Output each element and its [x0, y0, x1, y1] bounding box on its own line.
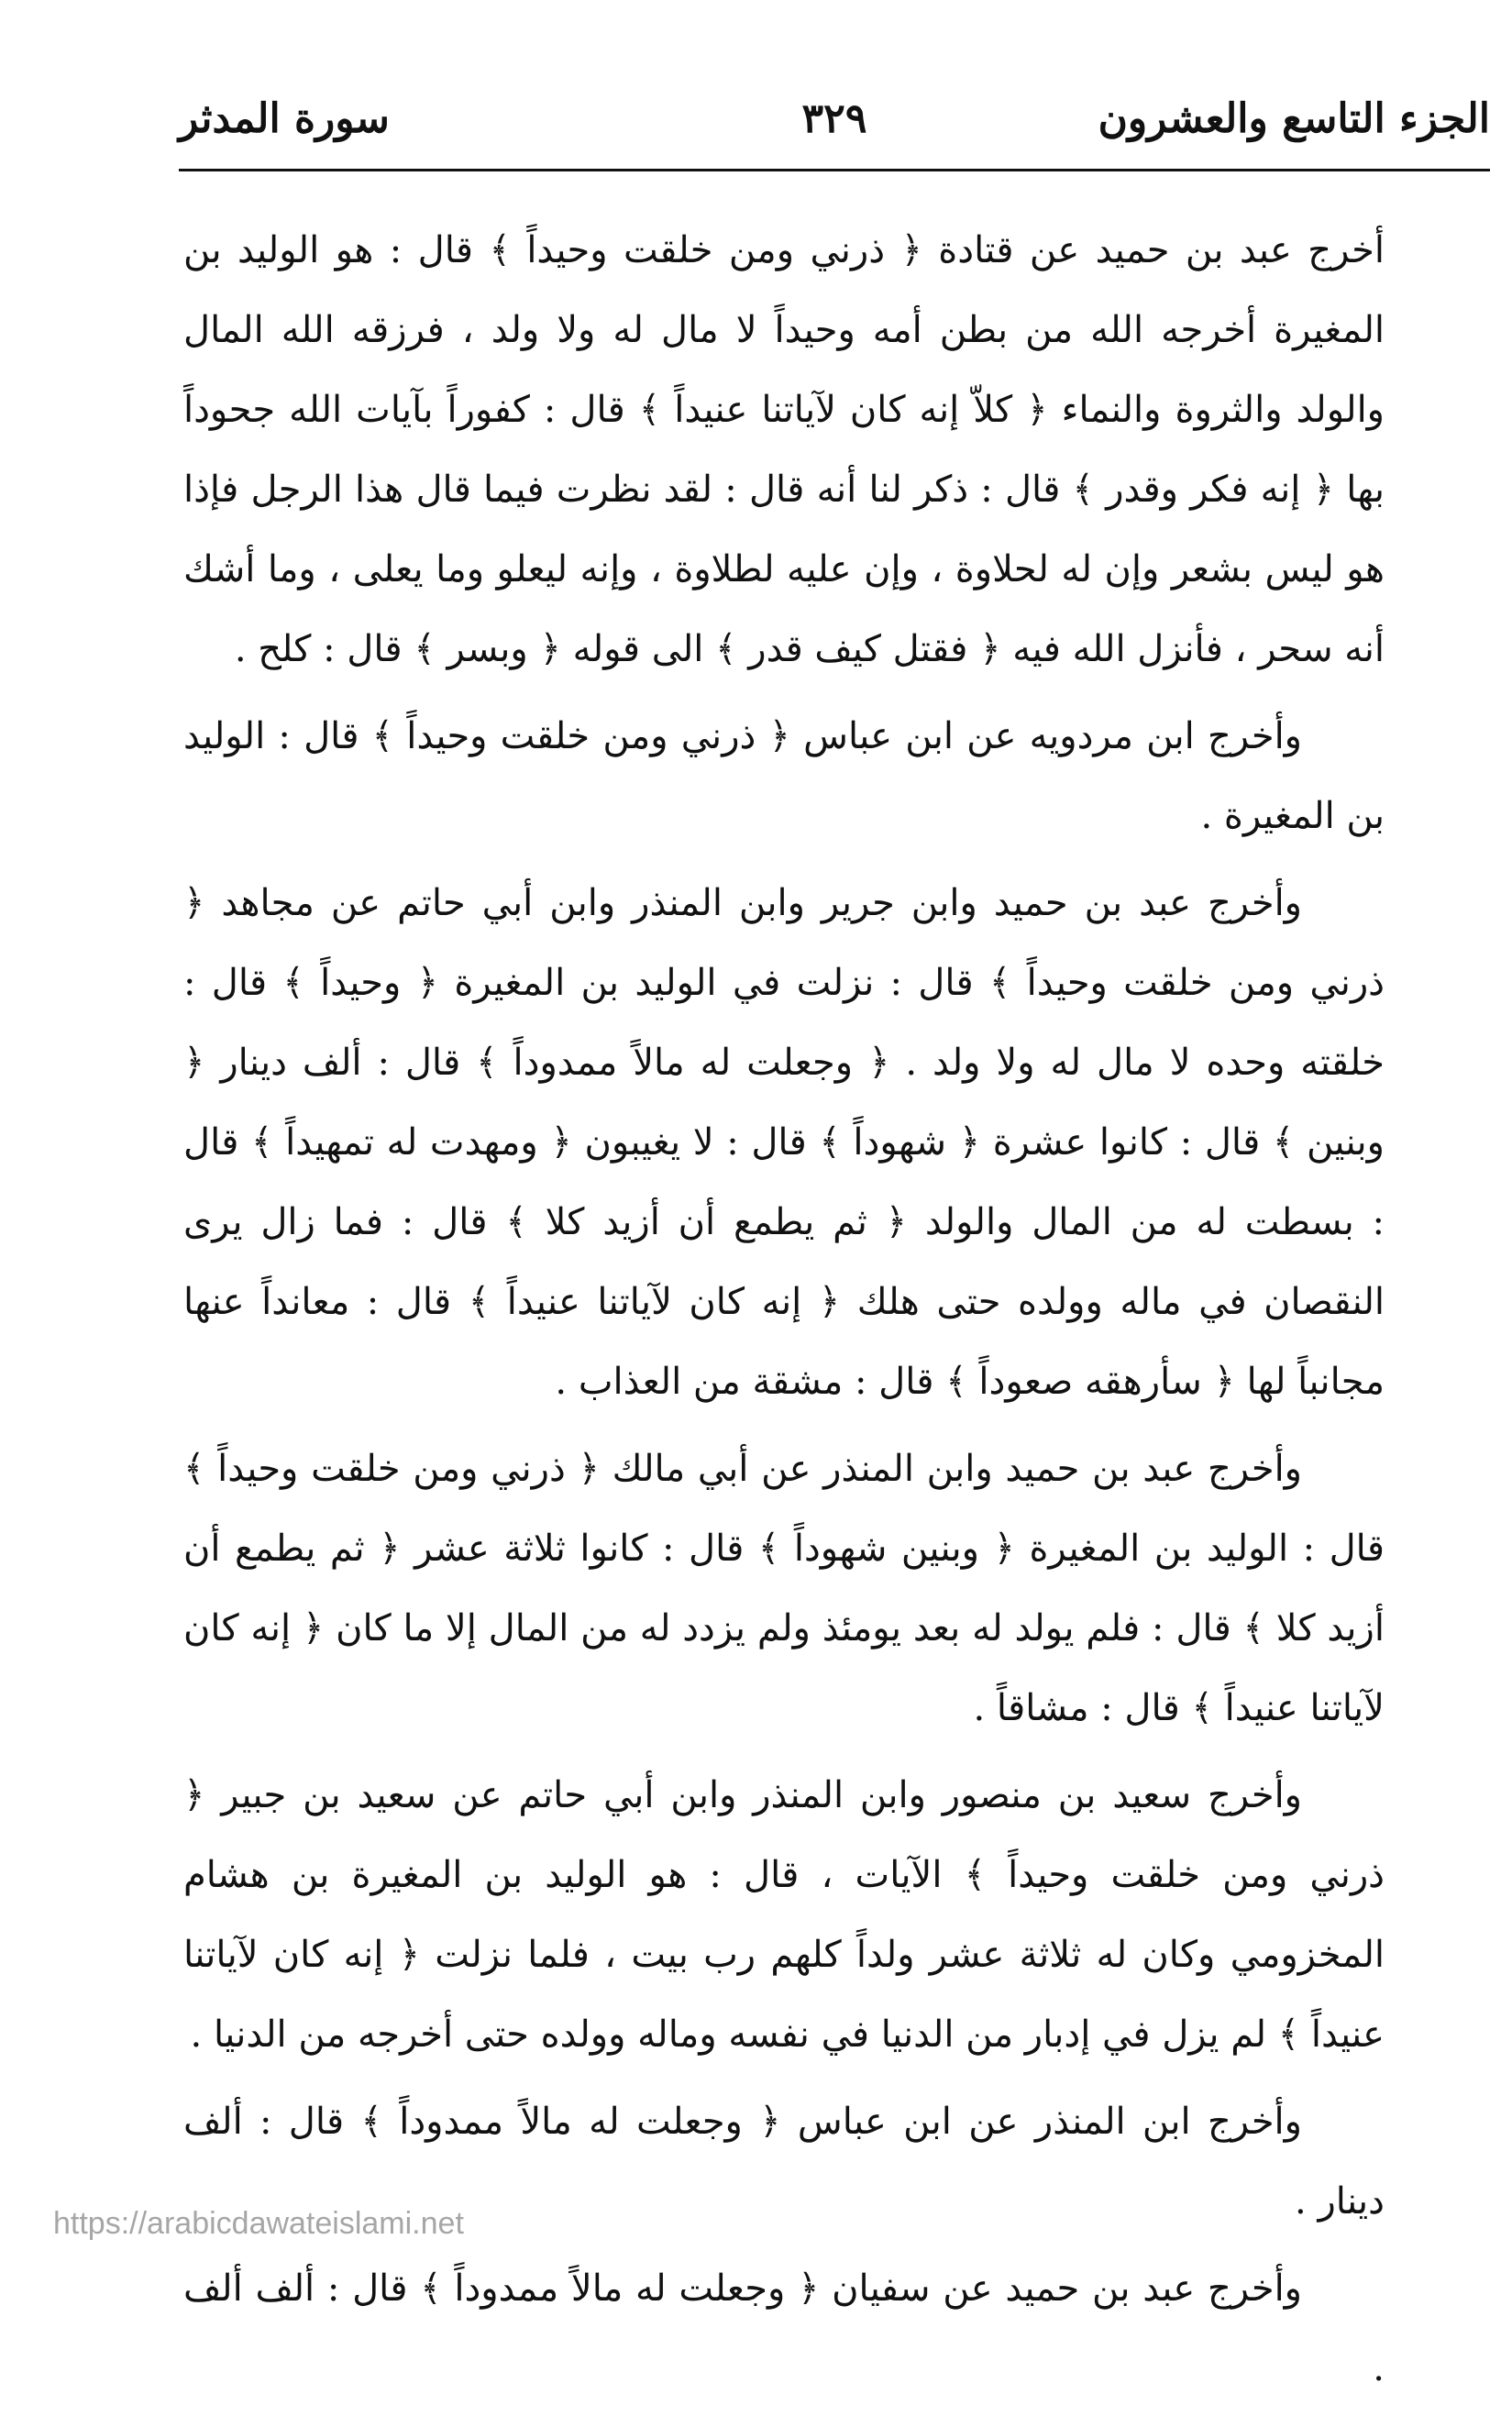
page-body: [183, 211, 1385, 2416]
page-number: ٣٢٩: [801, 95, 867, 142]
running-header: [179, 73, 1490, 165]
paragraph-7: وأخرج عبد بن حميد عن سفيان ﴿ وجعلت له مالاً ممدوداً ﴾ قال : ألف ألف .: [183, 2267, 1385, 2389]
header-rule: [179, 169, 1490, 171]
paragraph-2: وأخرج ابن مردويه عن ابن عباس ﴿ ذرني ومن خلقت وحيداً ﴾ قال : الوليد بن المغيرة .: [183, 715, 1385, 837]
paragraph-5: وأخرج سعيد بن منصور وابن المنذر وابن أبي حاتم عن سعيد بن جبير ﴿ ذرني ومن خلقت وحيداً ﴾ الآيات ، قال : هو الوليد بن المغيرة بن هشام المخزومي وكان له ثلاثة عشر ولداً كلهم رب بيت ، فلما نزلت ﴿ إنه كان لآياتنا عنيداً ﴾ لم يزل في إدبار من الدنيا في نفسه وماله وولده حتى أخرجه من الدنيا .: [183, 1774, 1385, 2056]
paragraph-4: وأخرج عبد بن حميد وابن المنذر عن أبي مالك ﴿ ذرني ومن خلقت وحيداً ﴾ قال : الوليد بن المغيرة ﴿ وبنين شهوداً ﴾ قال : كانوا ثلاثة عشر ﴿ ثم يطمع أن أزيد كلا ﴾ قال : فلم يولد له بعد يومئذ ولم يزدد له من المال إلا ما كان ﴿ إنه كان لآياتنا عنيداً ﴾ قال : مشاقاً .: [183, 1448, 1385, 1729]
watermark-url: https://arabicdawateislami.net: [53, 2206, 464, 2241]
surah-title: سورة المدثر: [179, 95, 390, 142]
paragraph-1: أخرج عبد بن حميد عن قتادة ﴿ ذرني ومن خلقت وحيداً ﴾ قال : هو الوليد بن المغيرة أخرجه الله من بطن أمه وحيداً لا مال له ولا ولد ، فرزقه الله المال والولد والثروة والنماء ﴿ كلاّ إنه كان لآياتنا عنيداً ﴾ قال : كفوراً بآيات الله جحوداً بها ﴿ إنه فكر وقدر ﴾ قال : ذكر لنا أنه قال : لقد نظرت فيما قال هذا الرجل فإذا هو ليس بشعر وإن له لحلاوة ، وإن عليه لطلاوة ، وإنه ليعلو وما يعلى ، وما أشك أنه سحر ، فأنزل الله فيه ﴿ فقتل كيف قدر ﴾ الى قوله ﴿ وبسر ﴾ قال : كلح .: [183, 229, 1385, 670]
paragraph-3: وأخرج عبد بن حميد وابن جرير وابن المنذر وابن أبي حاتم عن مجاهد ﴿ ذرني ومن خلقت وحيداً ﴾ قال : نزلت في الوليد بن المغيرة ﴿ وحيداً ﴾ قال : خلقته وحده لا مال له ولا ولد . ﴿ وجعلت له مالاً ممدوداً ﴾ قال : ألف دينار ﴿ وبنين ﴾ قال : كانوا عشرة ﴿ شهوداً ﴾ قال : لا يغيبون ﴿ ومهدت له تمهيداً ﴾ قال : بسطت له من المال والولد ﴿ ثم يطمع أن أزيد كلا ﴾ قال : فما زال يرى النقصان في ماله وولده حتى هلك ﴿ إنه كان لآياتنا عنيداً ﴾ قال : معانداً عنها مجانباً لها ﴿ سأرهقه صعوداً ﴾ قال : مشقة من العذاب .: [183, 882, 1385, 1403]
part-title: الجزء التاسع والعشرون: [1098, 95, 1490, 142]
paragraph-6: وأخرج ابن المنذر عن ابن عباس ﴿ وجعلت له مالاً ممدوداً ﴾ قال : ألف دينار .: [183, 2101, 1385, 2223]
